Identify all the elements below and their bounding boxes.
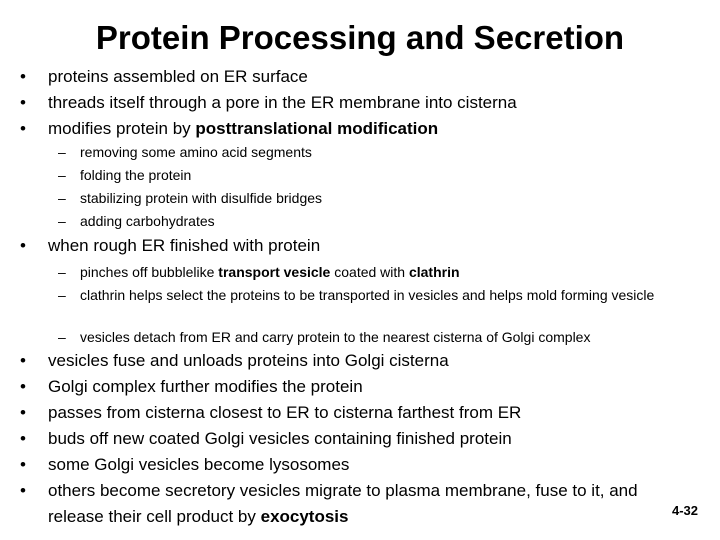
- bullet-item: [20, 116, 698, 142]
- bullet-text: others become secretory vesicles migrate to plasma membrane, fuse to it, and release their cell product by: [48, 481, 638, 526]
- bullet-text: modifies protein by: [48, 119, 196, 138]
- sub-bullet-bold-term: clathrin: [408, 264, 460, 280]
- bullet-text: some Golgi vesicles become lysosomes: [48, 455, 350, 474]
- sub-bullet-item: [58, 187, 690, 210]
- bullet-item: [20, 400, 698, 426]
- sub-bullet-text: adding carbohydrates: [80, 213, 215, 229]
- bullet-marker: •: [20, 455, 26, 474]
- bullet-text: Golgi complex further modifies the protein: [48, 377, 363, 396]
- bullet-text: threads itself through a pore in the ER membrane into cisterna: [48, 93, 517, 112]
- sub-bullet-item: [58, 210, 690, 233]
- bullet-text: buds off new coated Golgi vesicles containing finished protein: [48, 429, 512, 448]
- bullet-marker: •: [20, 236, 26, 255]
- sub-bullet-item: [58, 164, 690, 187]
- sub-bullet-item: [58, 286, 690, 305]
- sub-bullet-text: vesicles detach from ER and carry protein to the nearest cisterna of Golgi complex: [80, 329, 591, 345]
- bullet-item: [20, 374, 698, 400]
- bullet-marker: •: [20, 67, 26, 86]
- dash-marker: –: [58, 167, 66, 183]
- sub-bullet-text: stabilizing protein with disulfide bridges: [80, 190, 323, 206]
- sub-bullet-bold-term: transport vesicle: [218, 264, 331, 280]
- sub-bullet-text: coated with: [330, 264, 409, 280]
- page-number: 4-32: [671, 503, 698, 518]
- bullet-text: passes from cisterna closest to ER to cisterna farthest from ER: [48, 403, 522, 422]
- bullet-item: [20, 233, 698, 259]
- bullet-text: vesicles fuse and unloads proteins into Golgi cisterna: [48, 351, 449, 370]
- bullet-marker: •: [20, 481, 26, 500]
- bullet-item: [20, 64, 698, 90]
- bullet-marker: •: [20, 93, 26, 112]
- dash-marker: –: [58, 287, 66, 303]
- bullet-marker: •: [20, 351, 26, 370]
- bullet-item: [20, 426, 698, 452]
- bullet-item: [20, 348, 698, 374]
- bullet-text: proteins assembled on ER surface: [48, 67, 308, 86]
- dash-marker: –: [58, 144, 66, 160]
- bullet-marker: •: [20, 377, 26, 396]
- dash-marker: –: [58, 213, 66, 229]
- bullet-bold-term: posttranslational modification: [195, 119, 439, 138]
- sub-bullet-text: pinches off bubblelike: [80, 264, 219, 280]
- sub-bullet-item: [58, 261, 690, 284]
- bullet-marker: •: [20, 429, 26, 448]
- bullet-item: [20, 90, 698, 116]
- sub-bullet-text: folding the protein: [80, 167, 192, 183]
- bullet-item: [20, 478, 673, 530]
- bullet-text: when rough ER finished with protein: [48, 236, 321, 255]
- sub-bullet-item: [58, 326, 690, 349]
- dash-marker: –: [58, 329, 66, 345]
- dash-marker: –: [58, 264, 66, 280]
- sub-bullet-text: clathrin helps select the proteins to be transported in vesicles and helps mold forming vesicle: [80, 287, 655, 303]
- slide-title: Protein Processing and Secretion: [95, 19, 625, 56]
- sub-bullet-text: removing some amino acid segments: [80, 144, 312, 160]
- sub-bullet-item: [58, 141, 690, 164]
- bullet-bold-term: exocytosis: [260, 507, 349, 526]
- bullet-marker: •: [20, 119, 26, 138]
- bullet-marker: •: [20, 403, 26, 422]
- dash-marker: –: [58, 190, 66, 206]
- bullet-item: [20, 452, 698, 478]
